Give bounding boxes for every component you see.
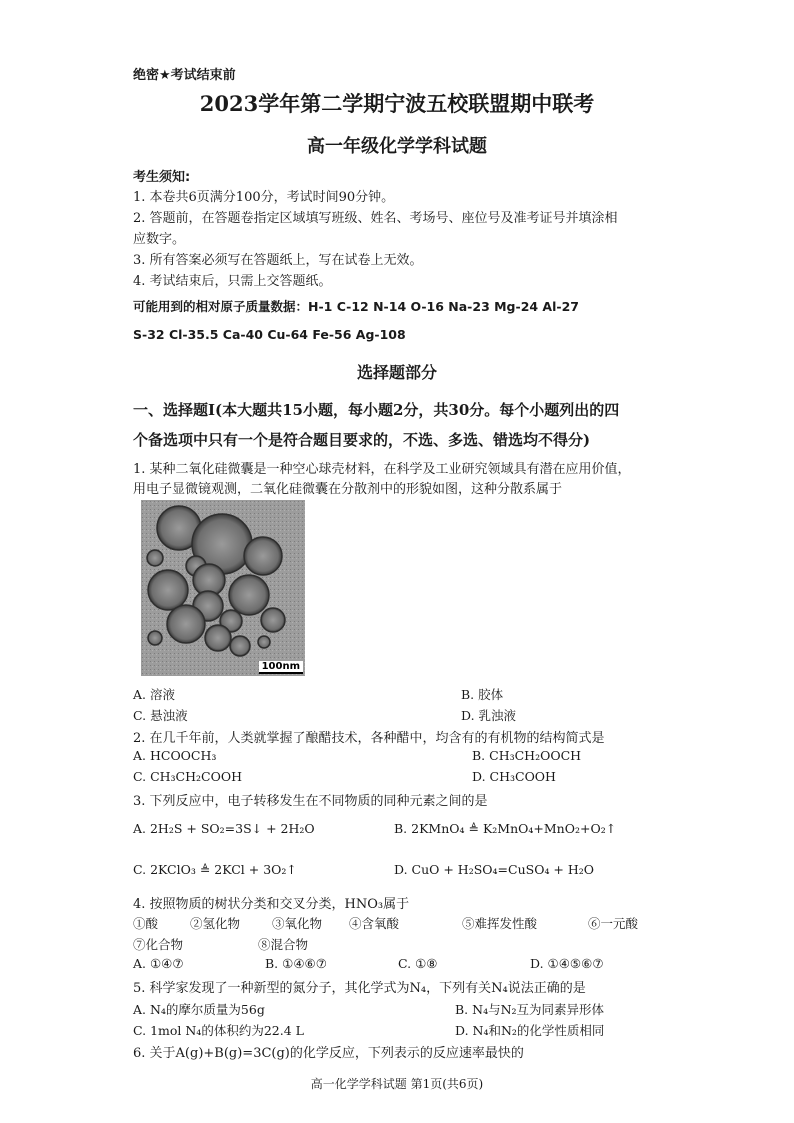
- q1-option-b: B. 胶体: [461, 687, 504, 702]
- question-5-stem: 5. 科学家发现了一种新型的氮分子，其化学式为N₄，下列有关N₄说法正确的是: [133, 981, 586, 996]
- q4-choice: ①酸: [133, 916, 159, 931]
- page-footer: 高一化学学科试题 第1页(共6页): [310, 1077, 484, 1091]
- q5-option-d: D. N₄和N₂的化学性质相同: [455, 1023, 605, 1038]
- q4-option-a: A. ①④⑦: [133, 956, 184, 971]
- question-6-stem: 6. 关于A(g)+B(g)=3C(g)的化学反应，下列表示的反应速率最快的: [133, 1046, 524, 1061]
- q5-option-a: A. N₄的摩尔质量为56g: [133, 1002, 265, 1017]
- atomic-masses-line-1: 可能用到的相对原子质量数据：H-1 C-12 N-14 O-16 Na-23 Mg-24 Al-27: [133, 299, 579, 314]
- q4-choice: ④含氧酸: [349, 916, 400, 931]
- exam-subtitle: 高一年级化学学科试题: [307, 136, 487, 157]
- notice-item: 应数字。: [133, 232, 186, 247]
- notice-item: 3. 所有答案必须写在答题纸上，写在试卷上无效。: [133, 253, 423, 268]
- electron-micrograph: [141, 500, 305, 676]
- notice-item: 2. 答题前，在答题卷指定区域填写班级、姓名、考场号、座位号及准考证号并填涂相: [133, 211, 618, 226]
- question-1-stem: 1. 某种二氧化硅微囊是一种空心球壳材料，在科学及工业研究领域具有潜在应用价值，: [133, 462, 631, 477]
- q4-option-d: D. ①④⑤⑥⑦: [530, 956, 604, 971]
- notice-item: 1. 本卷共6页满分100分，考试时间90分钟。: [133, 190, 395, 205]
- question-2-stem: 2. 在几千年前，人类就掌握了酿醋技术，各种醋中，均含有的有机物的结构简式是: [133, 731, 605, 746]
- q4-choice: ③氧化物: [272, 916, 323, 931]
- part-heading-line-2: 个备选项中只有一个是符合题目要求的，不选、多选、错选均不得分): [133, 431, 591, 449]
- scale-bar-label: 100nm: [259, 661, 303, 674]
- q2-option-b: B. CH₃CH₂OOCH: [472, 748, 582, 763]
- q4-choice: ⑥一元酸: [588, 916, 639, 931]
- q2-option-c: C. CH₃CH₂COOH: [133, 769, 242, 784]
- section-title: 选择题部分: [356, 363, 437, 382]
- q1-option-d: D. 乳浊液: [461, 708, 517, 723]
- q3-option-c: C. 2KClO₃ ≜ 2KCl + 3O₂↑: [133, 862, 297, 877]
- q4-choice: ⑦化合物: [133, 937, 184, 952]
- question-4-stem: 4. 按照物质的树状分类和交叉分类，HNO₃属于: [133, 897, 410, 912]
- q1-option-a: A. 溶液: [133, 687, 175, 702]
- q1-option-c: C. 悬浊液: [133, 708, 188, 723]
- question-3-stem: 3. 下列反应中，电子转移发生在不同物质的同种元素之间的是: [133, 794, 488, 809]
- notice-item: 4. 考试结束后，只需上交答题纸。: [133, 274, 332, 289]
- q5-option-b: B. N₄与N₂互为同素异形体: [455, 1002, 605, 1017]
- question-1-stem: 用电子显微镜观测，二氧化硅微囊在分散剂中的形貌如图，这种分散系属于: [133, 482, 563, 497]
- q2-option-a: A. HCOOCH₃: [133, 748, 217, 763]
- micrograph-image: [141, 500, 305, 676]
- q4-choice: ②氢化物: [190, 916, 241, 931]
- q4-choice: ⑧混合物: [258, 937, 309, 952]
- notice-heading: 考生须知:: [133, 170, 191, 185]
- q3-option-a: A. 2H₂S + SO₂=3S↓ + 2H₂O: [133, 821, 315, 836]
- q3-option-d: D. CuO + H₂SO₄=CuSO₄ + H₂O: [394, 862, 595, 877]
- q4-option-c: C. ①⑧: [398, 956, 438, 971]
- q4-choice: ⑤难挥发性酸: [462, 916, 538, 931]
- q3-option-b: B. 2KMnO₄ ≜ K₂MnO₄+MnO₂+O₂↑: [394, 821, 617, 836]
- q4-option-b: B. ①④⑥⑦: [265, 956, 327, 971]
- confidential-mark: 绝密★考试结束前: [133, 68, 236, 83]
- exam-title: 2023学年第二学期宁波五校联盟期中联考: [199, 91, 595, 116]
- q5-option-c: C. 1mol N₄的体积约为22.4 L: [133, 1023, 304, 1038]
- part-heading-line-1: 一、选择题Ⅰ(本大题共15小题，每小题2分，共30分。每个小题列出的四: [133, 401, 620, 419]
- atomic-masses-line-2: S-32 Cl-35.5 Ca-40 Cu-64 Fe-56 Ag-108: [133, 327, 406, 342]
- q2-option-d: D. CH₃COOH: [472, 769, 556, 784]
